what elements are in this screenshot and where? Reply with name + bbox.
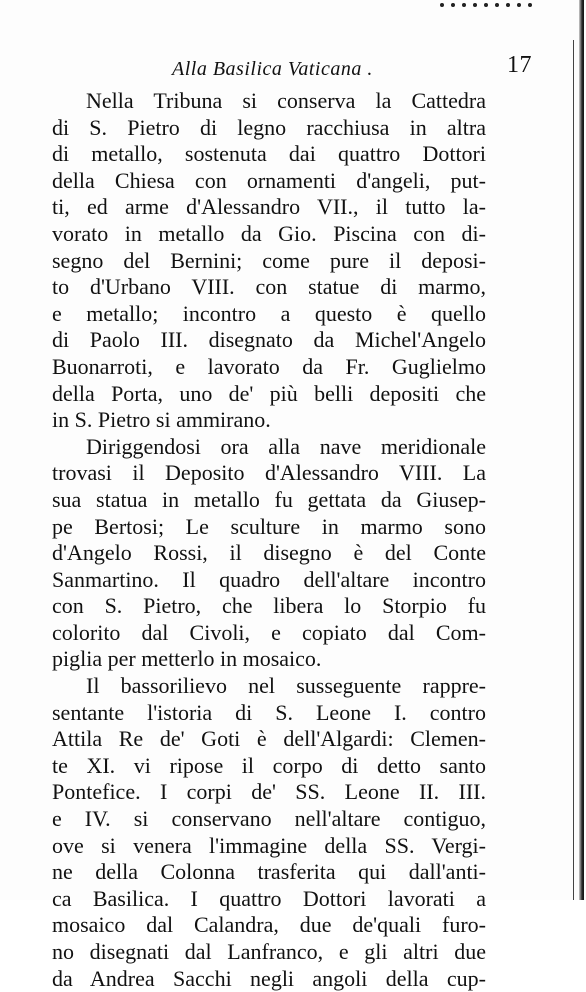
running-title: Alla Basilica Vaticana . — [172, 58, 373, 80]
text-line: Buonarroti, e lavorato da Fr. Guglielmo — [52, 353, 486, 379]
text-line: vorato in metallo da Gio. Piscina con di- — [52, 220, 486, 246]
text-line: della Porta, uno de' più belli depositi che — [52, 380, 486, 406]
dot — [517, 3, 521, 7]
text-line: e IV. si conservano nell'altare contiguo, — [52, 806, 486, 832]
dot — [440, 3, 444, 7]
text-line: in S. Pietro si ammirano. — [52, 407, 271, 433]
page-number: 17 — [507, 52, 532, 78]
text-line: di metallo, sostenuta dai quattro Dottori — [52, 141, 486, 167]
text-line: ti, ed arme d'Alessandro VII., il tutto la- — [52, 194, 486, 220]
dot — [506, 3, 510, 7]
dot — [451, 3, 455, 7]
text-line: Attila Re de' Goti è dell'Algardi: Clemen- — [52, 726, 486, 752]
page-edge-line — [573, 40, 574, 900]
text-line: da Andrea Sacchi negli angoli della cup- — [52, 965, 486, 991]
dot — [462, 3, 466, 7]
text-line: della Chiesa con ornamenti d'angeli, put- — [52, 167, 486, 193]
page-edge-shadow — [579, 0, 584, 900]
dot — [473, 3, 477, 7]
text-line: to d'Urbano VIII. con statue di marmo, — [52, 274, 486, 300]
text-line: ca Basilica. I quattro Dottori lavorati a — [52, 885, 486, 911]
text-line: sua statua in metallo fu gettata da Giusep- — [52, 486, 486, 512]
text-line: segno del Bernini; come pure il deposi- — [52, 247, 486, 273]
text-body — [52, 88, 486, 992]
text-line: di S. Pietro di legno racchiusa in altra — [52, 114, 486, 140]
text-line: sentante l'istoria di S. Leone I. contro — [52, 699, 486, 725]
top-edge-dots — [440, 0, 550, 10]
text-line: ove si venera l'immagine della SS. Vergi- — [52, 832, 486, 858]
text-line: mosaico dal Calandra, due de'quali furo- — [52, 912, 486, 938]
text-line: Il bassorilievo nel susseguente rappre- — [86, 673, 486, 699]
running-header — [172, 52, 532, 84]
text-line: e metallo; incontro a questo è quello — [52, 300, 486, 326]
dot — [484, 3, 488, 7]
dot — [495, 3, 499, 7]
text-line: Nella Tribuna si conserva la Cattedra — [86, 88, 486, 113]
text-line: ne della Colonna trasferita qui dall'anti- — [52, 859, 486, 885]
text-line: colorito dal Civoli, e copiato dal Com- — [52, 619, 486, 645]
text-line: Sanmartino. Il quadro dell'altare incontro — [52, 566, 486, 592]
text-line: pe Bertosi; Le sculture in marmo sono — [52, 513, 486, 539]
text-line: di Paolo III. disegnato da Michel'Angelo — [52, 327, 486, 353]
text-line: Pontefice. I corpi de' SS. Leone II. III. — [52, 779, 486, 805]
text-line: d'Angelo Rossi, il disegno è del Conte — [52, 540, 486, 566]
text-line: trovasi il Deposito d'Alessandro VIII. La — [52, 460, 486, 486]
dot — [528, 3, 532, 7]
text-line: te XI. vi ripose il corpo di detto santo — [52, 752, 486, 778]
text-line: con S. Pietro, che libera lo Storpio fu — [52, 593, 486, 619]
text-line: Diriggendosi ora alla nave meridionale — [86, 433, 486, 459]
text-line: no disegnati dal Lanfranco, e gli altri due — [52, 939, 486, 964]
text-line: piglia per metterlo in mosaico. — [52, 646, 322, 672]
